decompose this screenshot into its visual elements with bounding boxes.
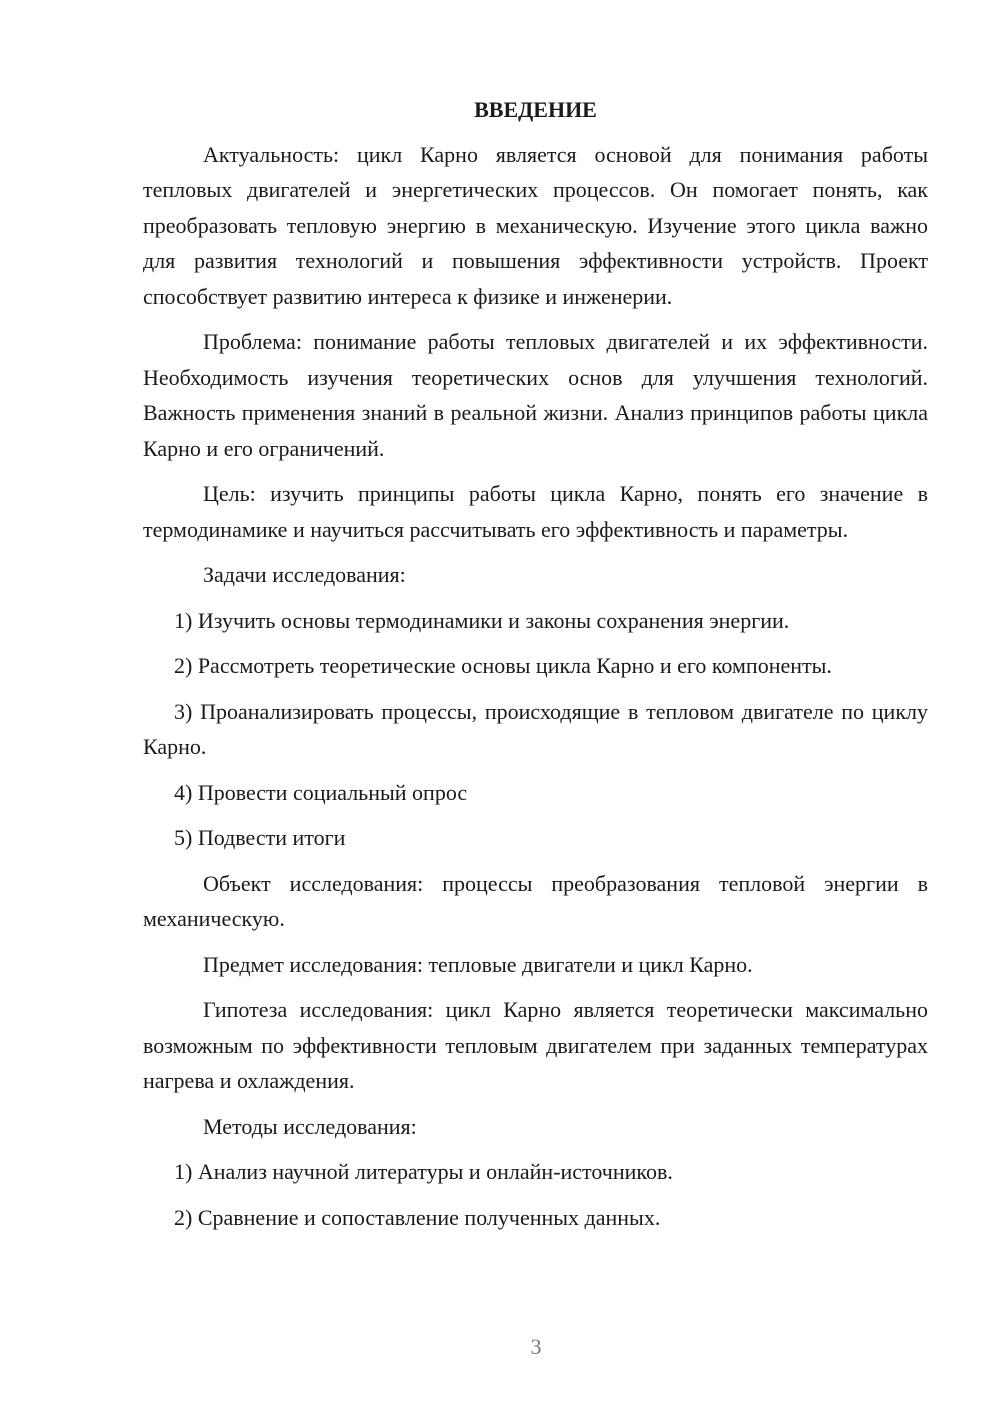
page-number: 3 <box>530 1334 542 1359</box>
hypothesis-paragraph: Гипотеза исследования: цикл Карно является теоретически максимально возможным по эффективности тепловым двигателем при заданных температурах нагрева и охлаждения. <box>143 997 928 1093</box>
task-item: 5) Подвести итоги <box>174 825 346 850</box>
task-item: 2) Рассмотреть теоретические основы цикла Карно и его компоненты. <box>174 653 832 678</box>
tasks-title: Задачи исследования: <box>203 562 406 587</box>
section-heading: ВВЕДЕНИЕ <box>474 97 597 122</box>
goal-paragraph: Цель: изучить принципы работы цикла Карно, понять его значение в термодинамике и научиться рассчитывать его эффективность и параметры. <box>143 481 928 542</box>
methods-title: Методы исследования: <box>203 1113 417 1139</box>
subject-paragraph: Предмет исследования: тепловые двигатели и цикл Карно. <box>203 951 753 977</box>
object-paragraph: Объект исследования: процессы преобразования тепловой энергии в механическую. <box>143 870 928 931</box>
task-item: 1) Изучить основы термодинамики и законы сохранения энергии. <box>174 607 790 633</box>
relevance-paragraph: Актуальность: цикл Карно является основой для понимания работы тепловых двигателей и энергетических процессов. Он помогает понять, как преобразовать тепловую энергию в механическую. Изучение этого цикла важно для развития технологий и повышения эффективности устройств. Проект способствует развитию интереса к физике и инженерии. <box>143 141 928 309</box>
method-item: 2) Сравнение и сопоставление полученных данных. <box>174 1204 661 1230</box>
method-item: 1) Анализ научной литературы и онлайн-источников. <box>174 1159 673 1184</box>
task-item: 3) Проанализировать процессы, происходящие в тепловом двигателе по циклу Карно. <box>143 698 928 759</box>
page-body <box>143 92 928 1245</box>
problem-paragraph: Проблема: понимание работы тепловых двигателей и их эффективности. Необходимость изучения теоретических основ для улучшения технологий. Важность применения знаний в реальной жизни. Анализ принципов работы цикла Карно и его ограничений. <box>143 329 928 461</box>
task-item: 4) Провести социальный опрос <box>174 779 468 805</box>
